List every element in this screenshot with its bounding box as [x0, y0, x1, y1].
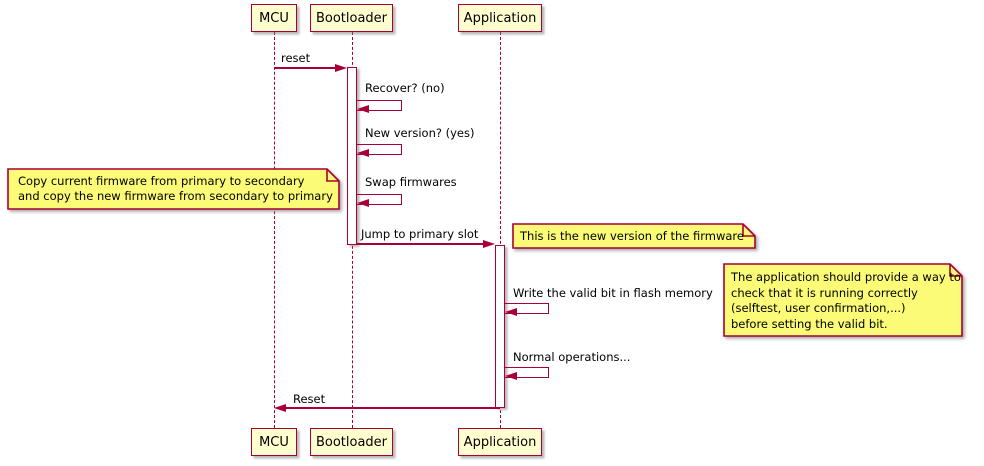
participant-label: Bootloader	[315, 10, 388, 26]
note-line: The application should provide a way to	[731, 270, 961, 284]
arrowhead-left-icon	[357, 105, 369, 113]
message-line	[357, 243, 483, 245]
participant-application-top	[458, 4, 542, 32]
participant-label: Application	[463, 10, 537, 26]
arrowhead-right-icon	[335, 64, 347, 72]
arrowhead-left-icon	[505, 372, 517, 380]
message-label-final-reset: Reset	[293, 392, 326, 406]
arrowhead-left-icon	[357, 199, 369, 207]
arrowhead-left-icon	[357, 149, 369, 157]
message-label-write-valid-bit: Write the valid bit in flash memory	[513, 286, 713, 300]
activation-application	[495, 245, 505, 408]
message-label-swap: Swap firmwares	[365, 175, 457, 189]
participant-label: Application	[463, 434, 537, 450]
note-line: and copy the new firmware from secondary to primary	[18, 189, 333, 203]
note-line: before setting the valid bit.	[731, 317, 888, 332]
participant-label: Bootloader	[315, 434, 388, 450]
participant-mcu-top	[251, 4, 297, 32]
note-line: Copy current firmware from primary to secondary	[18, 173, 305, 188]
note-line: This is the new version of the firmware	[520, 229, 744, 243]
note-copy-firmware	[7, 168, 340, 210]
note-new-version	[512, 223, 756, 249]
message-line	[285, 407, 500, 409]
activation-bootloader	[347, 67, 357, 245]
participant-bootloader-bottom	[310, 428, 393, 456]
lifeline-mcu	[274, 32, 275, 428]
message-line	[274, 67, 336, 69]
arrowhead-left-icon	[274, 404, 286, 412]
arrowhead-left-icon	[505, 308, 517, 316]
message-label-normal-operations: Normal operations...	[513, 350, 631, 364]
participant-bootloader-top	[310, 4, 393, 32]
participant-label: MCU	[259, 434, 289, 450]
message-label-reset: reset	[281, 51, 311, 65]
message-label-recover: Recover? (no)	[365, 81, 445, 95]
note-selftest	[723, 263, 963, 337]
note-line: (selftest, user confirmation,...)	[731, 301, 906, 316]
participant-label: MCU	[259, 10, 289, 26]
message-label-jump: Jump to primary slot	[361, 227, 479, 241]
message-label-new-version: New version? (yes)	[365, 126, 475, 140]
participant-mcu-bottom	[251, 428, 297, 456]
participant-application-bottom	[458, 428, 542, 456]
arrowhead-right-icon	[483, 240, 495, 248]
note-line: check that it is running correctly	[731, 285, 918, 300]
